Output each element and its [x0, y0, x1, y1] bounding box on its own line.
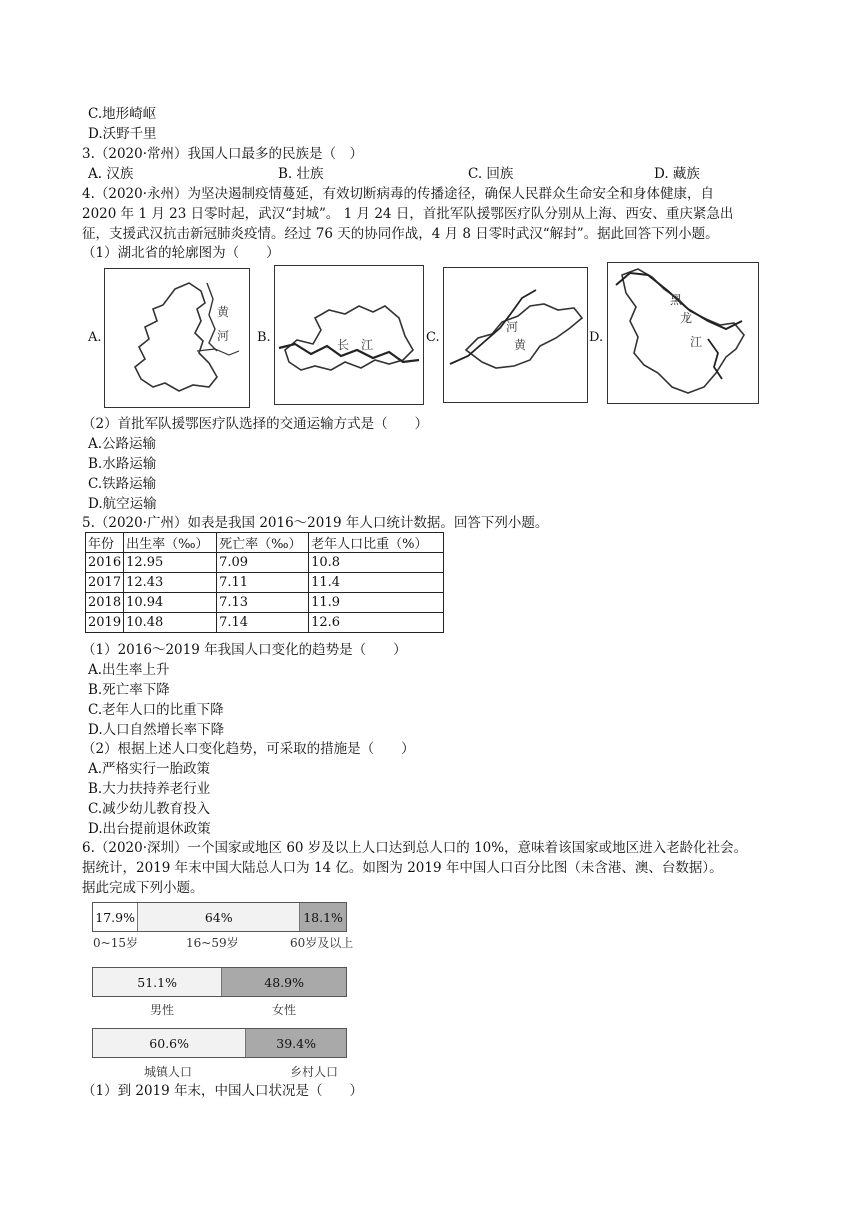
table-header: 出生率（‰） [124, 533, 217, 553]
option-d: D.出台提前退休政策 [88, 821, 211, 837]
age-caption-16-59: 16~59岁 [186, 936, 239, 950]
option-b: B.死亡率下降 [88, 682, 170, 698]
table-cell: 7.13 [217, 593, 309, 613]
gender-bar-segment-male: 51.1% [93, 968, 222, 996]
map-a-char-1: 黄 [217, 305, 230, 319]
age-caption-0-15: 0~15岁 [93, 936, 138, 950]
map-label-b: B. [257, 330, 271, 345]
table-cell: 7.11 [217, 573, 309, 593]
option-c: C. 回族 [468, 166, 514, 182]
question-5-stem: 5.（2020·广州）如表是我国 2016～2019 年人口统计数据。回答下列小题。 [82, 515, 549, 531]
map-label-d: D. [589, 330, 604, 345]
question-6-sub-1: （1）到 2019 年末，中国人口状况是（ ） [82, 1083, 364, 1099]
table-cell: 2017 [86, 573, 124, 593]
question-4-stem-1: 4.（2020·永州）为坚决遏制疫情蔓延，有效切断病毒的传播途径，确保人民群众生命安全和身体健康，自 [82, 186, 715, 202]
age-bar-segment-16-59: 64% [138, 903, 300, 931]
age-caption-60-plus: 60岁及以上 [290, 936, 354, 950]
question-4-stem-3: 征，支援武汉抗击新冠肺炎疫情。经过 76 天的协同作战，4 月 8 日零时武汉“解封”。据此回答下列小题。 [82, 226, 719, 242]
table-header-row [86, 533, 444, 553]
question-4-stem-2: 2020 年 1 月 23 日零时起，武汉“封城”。 1 月 24 日，首批军队援鄂医疗队分别从上海、西安、重庆紧急出 [82, 206, 734, 222]
map-d-char-2: 龙 [680, 311, 693, 325]
table-cell: 10.8 [309, 553, 444, 573]
map-a-char-2: 河 [217, 329, 230, 343]
table-header: 死亡率（‰） [217, 533, 309, 553]
option-a: A. 汉族 [88, 166, 134, 182]
shandong-outline-map [444, 268, 587, 402]
urban-bar-segment: 60.6% [93, 1029, 246, 1057]
map-c-char-1: 河 [506, 320, 519, 334]
table-row [86, 573, 444, 593]
option-a: A.严格实行一胎政策 [88, 761, 211, 777]
table-cell: 2018 [86, 593, 124, 613]
map-label-c: C. [426, 330, 440, 345]
table-row [86, 613, 444, 633]
option-b: B.水路运输 [88, 456, 157, 472]
gender-bar-segment-female: 48.9% [222, 968, 346, 996]
option-d: D.沃野千里 [88, 126, 157, 142]
option-b: B. 壮族 [278, 166, 324, 182]
option-d: D.人口自然增长率下降 [88, 722, 225, 738]
option-b: B.大力扶持养老行业 [88, 781, 211, 797]
table-cell: 7.14 [217, 613, 309, 633]
map-option-b [274, 265, 424, 405]
table-header: 年份 [86, 533, 124, 553]
question-4-sub-2: （2）首批军队援鄂医疗队选择的交通运输方式是（ ） [82, 416, 429, 432]
table-cell: 10.48 [124, 613, 217, 633]
age-bar-segment-60-plus: 18.1% [300, 903, 346, 931]
age-structure-bar [92, 902, 347, 932]
question-6-stem-3: 据此完成下列小题。 [82, 880, 204, 896]
rural-caption: 乡村人口 [290, 1065, 339, 1079]
option-c: C.铁路运输 [88, 476, 157, 492]
gender-caption-female: 女性 [272, 1003, 297, 1017]
question-3-stem: 3.（2020·常州）我国人口最多的民族是（ ） [82, 146, 364, 162]
map-option-a [104, 268, 250, 408]
map-option-d [607, 262, 759, 404]
option-c: C.减少幼儿教育投入 [88, 801, 211, 817]
option-c: C.地形崎岖 [88, 106, 157, 122]
table-cell: 12.43 [124, 573, 217, 593]
table-cell: 10.94 [124, 593, 217, 613]
question-4-sub-1: （1）湖北省的轮廓图为（ ） [82, 245, 280, 261]
map-d-char-3: 江 [690, 335, 703, 349]
question-6-stem-1: 6.（2020·深圳）一个国家或地区 60 岁及以上人口达到总人口的 10%，意味着该国家或地区进入老龄化社会。 [82, 840, 748, 856]
table-cell: 2016 [86, 553, 124, 573]
map-b-char-1: 长 [337, 338, 350, 352]
table-cell: 12.95 [124, 553, 217, 573]
hubei-outline-map [275, 266, 423, 404]
table-cell: 11.9 [309, 593, 444, 613]
option-c: C.老年人口的比重下降 [88, 702, 224, 718]
heilongjiang-outline-map [608, 263, 758, 403]
urban-rural-bar [92, 1028, 347, 1058]
option-a: A.公路运输 [88, 436, 157, 452]
option-d: D. 藏族 [654, 166, 700, 182]
map-option-c [443, 267, 588, 403]
table-cell: 2019 [86, 613, 124, 633]
table-cell: 12.6 [309, 613, 444, 633]
map-b-char-2: 江 [361, 338, 374, 352]
gender-structure-bar [92, 967, 347, 997]
question-6-stem-2: 据统计，2019 年末中国大陆总人口为 14 亿。如图为 2019 年中国人口百分比图（未含港、澳、台数据）。 [82, 860, 723, 876]
question-5-sub-2: （2）根据上述人口变化趋势，可采取的措施是（ ） [82, 741, 415, 757]
urban-caption: 城镇人口 [144, 1065, 193, 1079]
table-cell: 11.4 [309, 573, 444, 593]
gender-caption-male: 男性 [150, 1003, 175, 1017]
option-a: A.出生率上升 [88, 662, 170, 678]
option-d: D.航空运输 [88, 496, 157, 512]
table-row [86, 553, 444, 573]
table-header: 老年人口比重（%） [309, 533, 444, 553]
population-table [85, 532, 444, 633]
table-row [86, 593, 444, 613]
map-d-char-1: 黑 [670, 293, 683, 307]
map-label-a: A. [88, 330, 102, 345]
table-cell: 7.09 [217, 553, 309, 573]
map-c-char-2: 黄 [514, 338, 527, 352]
rural-bar-segment: 39.4% [246, 1029, 346, 1057]
age-bar-segment-0-15: 17.9% [93, 903, 138, 931]
question-5-sub-1: （1）2016～2019 年我国人口变化的趋势是（ ） [82, 642, 407, 658]
